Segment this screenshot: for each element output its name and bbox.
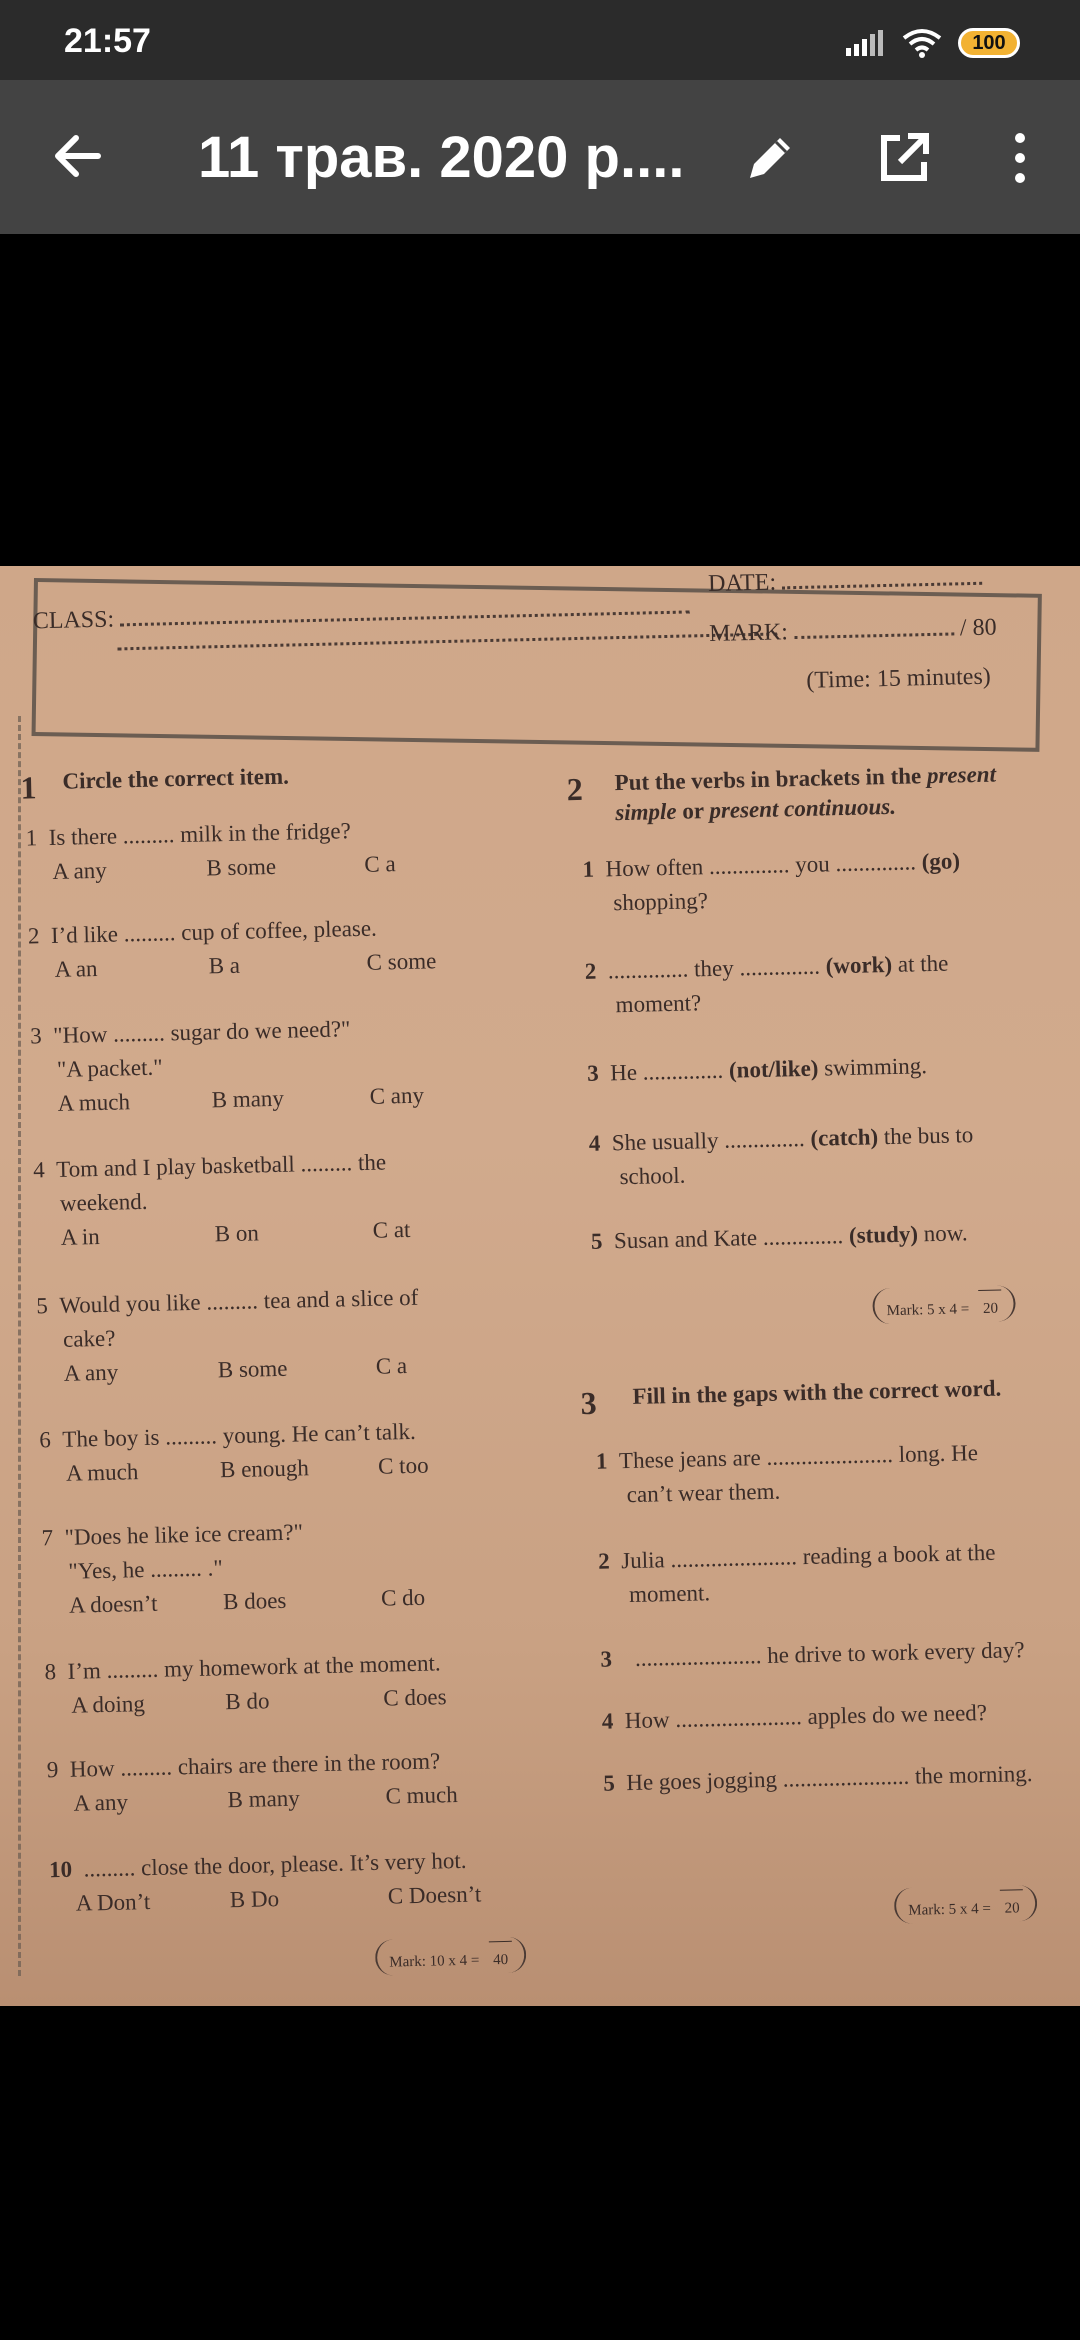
- signal-icon: [846, 30, 886, 56]
- list-item: 5 Susan and Kate .............. (study) now.: [590, 1220, 968, 1254]
- status-time: 21:57: [64, 22, 151, 60]
- back-arrow-icon[interactable]: [48, 126, 108, 186]
- list-item: 3 He .............. (not/like) swimming.: [586, 1053, 928, 1086]
- section-1-mark: Mark: 10 x 4 = 40: [375, 1936, 527, 1975]
- list-item: 3 "How ......... sugar do we need?": [29, 1016, 351, 1049]
- section-3-mark: Mark: 5 x 4 = 20: [894, 1885, 1038, 1924]
- option-c[interactable]: C does: [383, 1684, 447, 1711]
- section-3-instruction: Fill in the gaps with the correct word.: [632, 1375, 1002, 1409]
- section-1-instruction: Circle the correct item.: [62, 763, 290, 794]
- item-line-2: shopping?: [613, 888, 709, 916]
- more-options-icon[interactable]: [990, 128, 1050, 188]
- open-external-icon[interactable]: [874, 128, 934, 188]
- wifi-icon: [902, 28, 942, 58]
- list-item: 8 I’m ......... my homework at the moment.: [44, 1650, 441, 1685]
- option-b[interactable]: B many: [227, 1785, 301, 1813]
- option-b[interactable]: B on: [214, 1220, 260, 1247]
- list-item: 2 Julia ...................... reading a book at the: [597, 1539, 996, 1574]
- item-line-2: school.: [619, 1162, 686, 1190]
- section-2-instruction-2: simple or present continuous.: [614, 793, 897, 826]
- section-2-mark: Mark: 5 x 4 = 20: [872, 1285, 1016, 1324]
- option-c[interactable]: C any: [369, 1082, 425, 1109]
- mark-total: / 80: [959, 614, 997, 642]
- status-icons: [846, 28, 1020, 58]
- list-item: 4 Tom and I play basketball ......... the: [32, 1149, 387, 1183]
- worksheet: [0, 566, 1080, 2006]
- battery-icon: 100: [958, 28, 1020, 58]
- item-line-2: "A packet.": [56, 1054, 163, 1082]
- option-a[interactable]: A any: [63, 1359, 119, 1386]
- option-a[interactable]: A doesn’t: [68, 1590, 158, 1618]
- status-bar: [0, 0, 1080, 80]
- option-b[interactable]: B does: [222, 1587, 287, 1615]
- option-b[interactable]: B a: [208, 952, 241, 979]
- section-3-number: 3: [580, 1384, 598, 1422]
- section-2-number: 2: [566, 770, 584, 808]
- option-a[interactable]: A much: [65, 1459, 139, 1486]
- option-a[interactable]: A any: [73, 1789, 129, 1816]
- option-b[interactable]: B Do: [229, 1886, 280, 1913]
- list-item: 9 How ......... chairs are there in the room?: [46, 1748, 441, 1783]
- list-item: 4 How ...................... apples do we need?: [601, 1699, 988, 1734]
- page-title: 11 трав. 2020 р....: [198, 125, 685, 190]
- item-line-2: can’t wear them.: [626, 1478, 781, 1508]
- section-2-instruction: Put the verbs in brackets in the present: [614, 761, 997, 796]
- list-item: 1 Is there ......... milk in the fridge?: [25, 818, 352, 851]
- option-a[interactable]: A much: [57, 1089, 131, 1116]
- list-item: 3 ...................... he drive to work every day?: [600, 1637, 1025, 1672]
- list-item: 2 .............. they .............. (work) at the: [584, 950, 949, 984]
- option-c[interactable]: C a: [375, 1353, 408, 1379]
- option-b[interactable]: B some: [217, 1355, 288, 1383]
- list-item: 6 The boy is ......... young. He can’t talk.: [39, 1418, 417, 1453]
- date-label: DATE:: [707, 569, 777, 598]
- option-a[interactable]: A in: [60, 1223, 101, 1250]
- option-c[interactable]: C much: [385, 1782, 459, 1809]
- app-bar: [0, 80, 1080, 234]
- option-b[interactable]: B enough: [219, 1455, 310, 1483]
- item-line-2: "Yes, he ......... .": [68, 1555, 224, 1584]
- time-note: (Time: 15 minutes): [806, 663, 992, 694]
- option-c[interactable]: C a: [364, 851, 396, 877]
- option-c[interactable]: C too: [377, 1452, 429, 1479]
- item-line-2: weekend.: [59, 1188, 148, 1216]
- list-item: 10 ......... close the door, please. It’s very hot.: [48, 1847, 467, 1883]
- list-item: 7 "Does he like ice cream?": [41, 1519, 304, 1551]
- item-line-2: cake?: [62, 1325, 116, 1352]
- list-item: 4 She usually .............. (catch) the bus to: [588, 1122, 974, 1156]
- list-item: 1 These jeans are ...................... long. He: [595, 1440, 979, 1474]
- option-a[interactable]: A an: [54, 955, 98, 982]
- section-1-number: 1: [20, 769, 37, 806]
- option-b[interactable]: B many: [211, 1085, 285, 1113]
- list-item: 5 Would you like ......... tea and a slice of: [36, 1284, 419, 1319]
- option-c[interactable]: C some: [366, 948, 437, 975]
- option-a[interactable]: A Don’t: [75, 1889, 151, 1916]
- item-line-2: moment.: [628, 1580, 711, 1608]
- mark-field: [709, 613, 997, 648]
- list-item: 1 How often .............. you .............. (go): [582, 848, 961, 882]
- document-photo: [0, 566, 1080, 2006]
- option-c[interactable]: C do: [380, 1584, 426, 1611]
- option-c[interactable]: C Doesn’t: [387, 1881, 482, 1909]
- option-a[interactable]: A doing: [71, 1691, 146, 1718]
- list-item: 5 He goes jogging ...................... the morning.: [603, 1760, 1033, 1796]
- mark-label: MARK:: [708, 619, 789, 647]
- option-a[interactable]: A any: [52, 857, 108, 884]
- item-line-2: moment?: [615, 990, 702, 1018]
- list-item: 2 I’d like ......... cup of coffee, please.: [27, 915, 378, 949]
- class-label: CLASS:: [32, 606, 115, 635]
- edit-pencil-icon[interactable]: [740, 128, 800, 188]
- option-b[interactable]: B some: [206, 853, 277, 881]
- date-field: [708, 566, 983, 598]
- option-c[interactable]: C at: [372, 1216, 411, 1243]
- option-b[interactable]: B do: [225, 1688, 270, 1715]
